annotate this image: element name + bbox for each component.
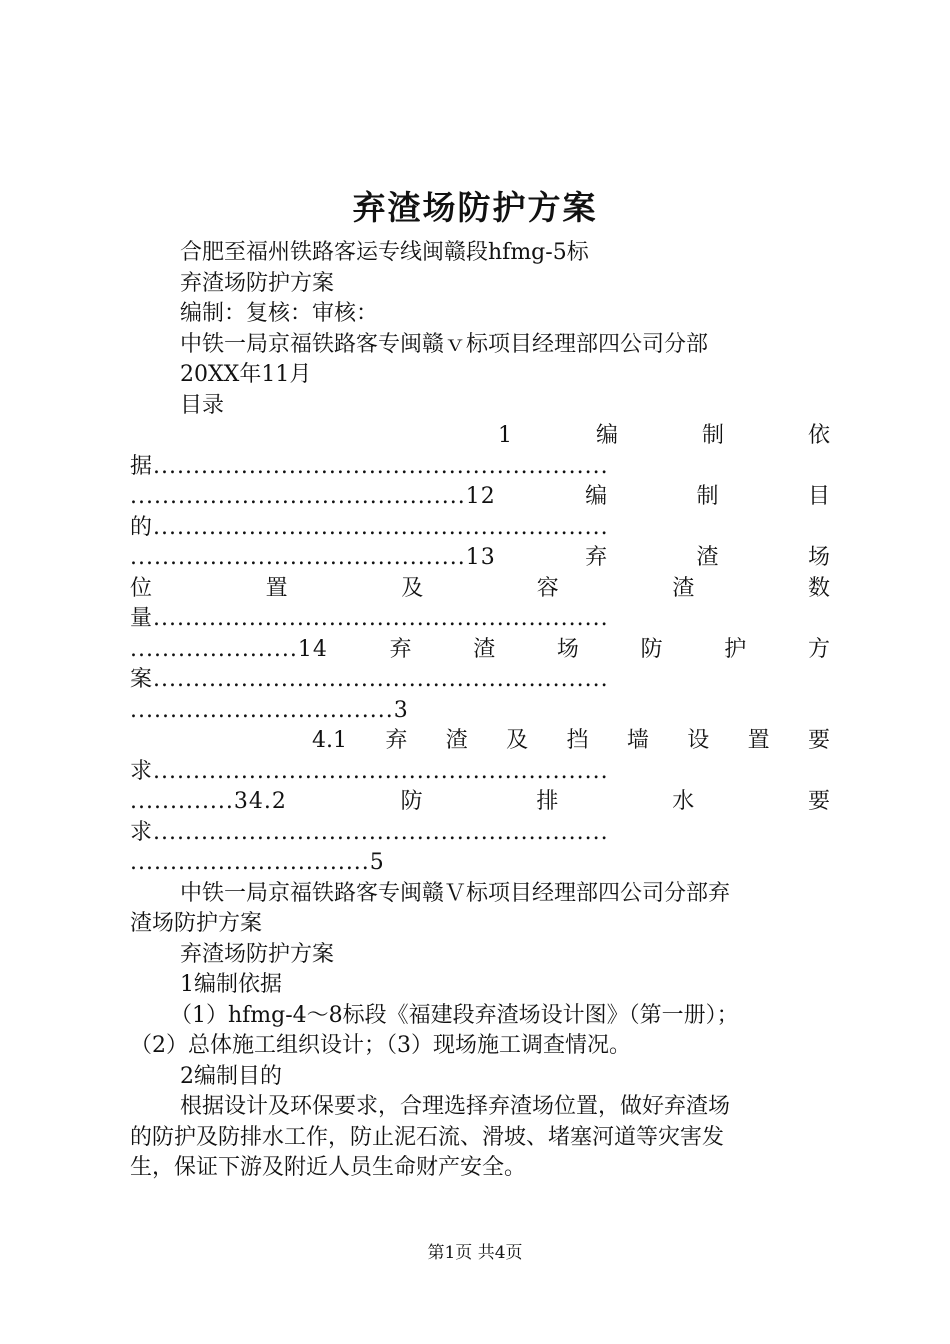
body-paragraph: 弃渣场防护方案 [180, 941, 335, 967]
toc-word: 1 [498, 423, 512, 448]
body-paragraph: 渣场防护方案 [130, 911, 263, 936]
toc-row: .................................3 [130, 697, 409, 723]
toc-word: 渣 [445, 728, 468, 753]
toc-word: 置 [747, 728, 770, 753]
toc-row [130, 482, 830, 513]
toc-row: 量......................................................... [130, 606, 609, 631]
body-paragraph: 根据设计及环保要求，合理选择弃渣场位置，做好弃渣场 [180, 1094, 731, 1119]
toc-word: 及 [506, 728, 529, 753]
toc-word: 水 [672, 789, 695, 814]
toc-leader: .............34.2 [130, 789, 287, 814]
toc-word: 编 [585, 484, 608, 509]
toc-word: 弃 [389, 636, 412, 662]
toc-word: 置 [265, 575, 288, 601]
toc-word: 弃 [585, 545, 608, 570]
cover-line-signoff: 编制：复核：审核： [180, 301, 379, 326]
toc-word: 容 [536, 575, 559, 601]
document-title: 弃渣场防护方案 [352, 188, 598, 227]
toc-word: 依 [807, 423, 830, 448]
toc-word: 位 [130, 575, 153, 601]
toc-row: 的......................................................... [130, 514, 609, 540]
toc-word: 护 [724, 636, 747, 662]
toc-word: 制 [701, 423, 724, 448]
toc-word: 制 [696, 484, 719, 509]
toc-word: 渣 [473, 636, 496, 662]
toc-word: 防 [640, 636, 663, 662]
toc-heading: 目录 [180, 392, 225, 418]
toc-word: 方 [807, 636, 830, 662]
toc-word: 编 [595, 423, 618, 448]
body-paragraph: （2）总体施工组织设计；（3）现场施工调查情况。 [130, 1033, 631, 1058]
page-footer: 第1页 共4页 [427, 1243, 523, 1263]
toc-word: 挡 [566, 728, 589, 753]
toc-word: 弃 [385, 728, 408, 753]
toc-leader: ..........................................12 [130, 484, 496, 509]
toc-row [130, 574, 830, 605]
toc-row: 案......................................................... [130, 667, 609, 692]
cover-line-project: 合肥至福州铁路客运专线闽赣段hfmg-5标 [180, 240, 589, 265]
section-heading: 1编制依据 [180, 972, 282, 997]
toc-leader: .....................14 [130, 636, 328, 662]
section-heading: 2编制目的 [180, 1063, 282, 1089]
toc-leader: ..........................................13 [130, 545, 496, 570]
body-paragraph: 中铁一局京福铁路客专闽赣Ｖ标项目经理部四公司分部弃 [180, 880, 731, 906]
toc-number: 4.1 [312, 728, 347, 753]
toc-row: 求......................................................... [130, 819, 609, 845]
cover-block [130, 238, 830, 1184]
body-paragraph: 生，保证下游及附近人员生命财产安全。 [130, 1155, 527, 1180]
toc-word: 渣 [696, 545, 719, 570]
toc-word: 数 [807, 575, 830, 601]
cover-line-title: 弃渣场防护方案 [180, 270, 335, 296]
toc-row: 据......................................................... [130, 453, 609, 479]
toc-word: 防 [400, 789, 423, 814]
toc-word: 要 [807, 728, 830, 753]
cover-line-date: 20XX年11月 [180, 362, 312, 387]
body-paragraph: 的防护及防排水工作，防止泥石流、滑坡、堵塞河道等灾害发 [130, 1124, 725, 1150]
toc-word: 场 [556, 636, 579, 662]
toc-word: 及 [401, 575, 424, 601]
toc-word: 排 [536, 789, 559, 814]
toc-word: 目 [807, 484, 830, 509]
toc-row [130, 787, 830, 818]
toc-word: 墙 [626, 728, 649, 753]
toc-row [130, 543, 830, 574]
toc-row: ..............................5 [130, 850, 385, 875]
toc-row [130, 726, 830, 757]
cover-line-org: 中铁一局京福铁路客专闽赣ｖ标项目经理部四公司分部 [180, 331, 709, 357]
toc-word: 要 [807, 789, 830, 814]
toc-row: 求......................................................... [130, 758, 609, 784]
toc-word: 设 [687, 728, 710, 753]
toc-row [130, 635, 830, 666]
toc-word: 场 [807, 545, 830, 570]
toc-row [130, 421, 830, 452]
toc-word: 渣 [672, 575, 695, 601]
body-paragraph: （1）hfmg-4～8标段《福建段弃渣场设计图》（第一册）； [170, 1002, 739, 1028]
